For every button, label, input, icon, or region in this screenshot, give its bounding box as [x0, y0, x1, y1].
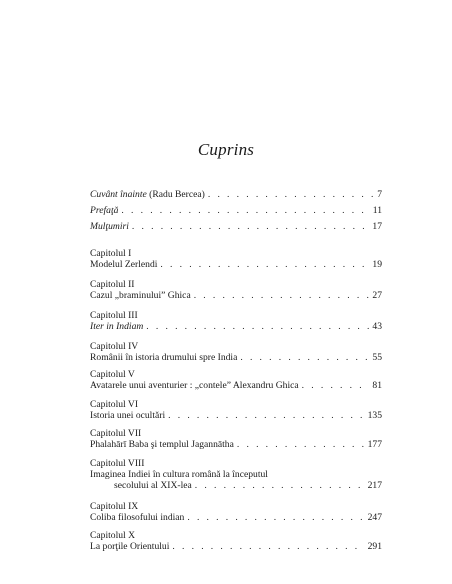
entry-title-italic: Cuvânt înainte	[90, 189, 147, 200]
toc-entry-foreword	[90, 189, 382, 200]
entry-page-number: 17	[372, 221, 382, 232]
chapter-title: Iter in Indiam	[90, 321, 144, 332]
entry-page-number: 135	[367, 410, 382, 421]
chapter-title: Phalahārī Baba şi templul Jagannātha	[90, 439, 234, 450]
dot-leader	[121, 205, 369, 216]
chapter-label: Capitolul V	[90, 369, 135, 380]
toc-entry-preface	[90, 205, 382, 216]
chapter-label: Capitolul X	[90, 530, 136, 541]
chapter-label: Capitolul VIII	[90, 458, 145, 469]
chapter-title: Modelul Zerlendi	[90, 259, 158, 270]
chapter-label: Capitolul IV	[90, 341, 139, 352]
entry-page-number: 81	[372, 380, 382, 391]
toc-entry-chapter-6	[90, 399, 382, 421]
dot-leader	[168, 410, 364, 421]
entry-title	[90, 189, 205, 200]
chapter-title-line-1: Imaginea Indiei în cultura română la începutul	[90, 469, 268, 480]
entry-page-number: 291	[367, 541, 382, 552]
chapter-label: Capitolul II	[90, 279, 135, 290]
toc-entry-chapter-10	[90, 530, 382, 552]
dot-leader	[146, 321, 369, 332]
dot-leader	[160, 259, 369, 270]
chapter-label: Capitolul I	[90, 248, 132, 259]
toc-entry-chapter-3	[90, 310, 382, 332]
dot-leader	[240, 352, 369, 363]
entry-title: Mulţumiri	[90, 221, 129, 232]
entry-page-number: 55	[372, 352, 382, 363]
page-title: Cuprins	[197, 140, 255, 159]
toc-entry-chapter-2	[90, 279, 382, 301]
chapter-title: Avatarele unui aventurier : „contele” Alexandru Ghica	[90, 380, 299, 391]
chapter-label: Capitolul IX	[90, 501, 139, 512]
dot-leader	[194, 290, 370, 301]
entry-page-number: 217	[367, 480, 382, 491]
dot-leader	[132, 221, 369, 232]
chapter-label: Capitolul VII	[90, 428, 142, 439]
entry-page-number: 43	[372, 321, 382, 332]
toc-entry-chapter-5	[90, 369, 382, 391]
toc-entry-chapter-7	[90, 428, 382, 450]
entry-page-number: 177	[367, 439, 382, 450]
dot-leader	[302, 380, 370, 391]
chapter-title: Cazul „braminului” Ghica	[90, 290, 191, 301]
entry-title-author: (Radu Bercea)	[146, 189, 205, 200]
dot-leader	[172, 541, 364, 552]
dot-leader	[208, 189, 374, 200]
entry-title: Prefaţă	[90, 205, 119, 216]
entry-page-number: 7	[377, 189, 382, 200]
entry-page-number: 247	[367, 512, 382, 523]
chapter-label: Capitolul VI	[90, 399, 139, 410]
toc-entry-chapter-1	[90, 248, 382, 270]
entry-page-number: 27	[372, 290, 382, 301]
entry-page-number: 19	[372, 259, 382, 270]
dot-leader	[237, 439, 365, 450]
chapter-title: Istoria unei ocultări	[90, 410, 166, 421]
entry-page-number: 11	[372, 205, 382, 216]
toc-entry-chapter-8	[90, 458, 382, 491]
chapter-title-line-2: secolului al XIX-lea	[114, 480, 192, 491]
toc-entry-acknowledgements	[90, 221, 382, 232]
toc-entry-chapter-9	[90, 501, 382, 523]
toc-entry-chapter-4	[90, 341, 382, 363]
chapter-title: Coliba filosofului indian	[90, 512, 185, 523]
chapter-title: Românii în istoria drumului spre India	[90, 352, 238, 363]
dot-leader	[195, 480, 365, 491]
chapter-title: La porţile Orientului	[90, 541, 170, 552]
dot-leader	[187, 512, 364, 523]
chapter-label: Capitolul III	[90, 310, 138, 321]
